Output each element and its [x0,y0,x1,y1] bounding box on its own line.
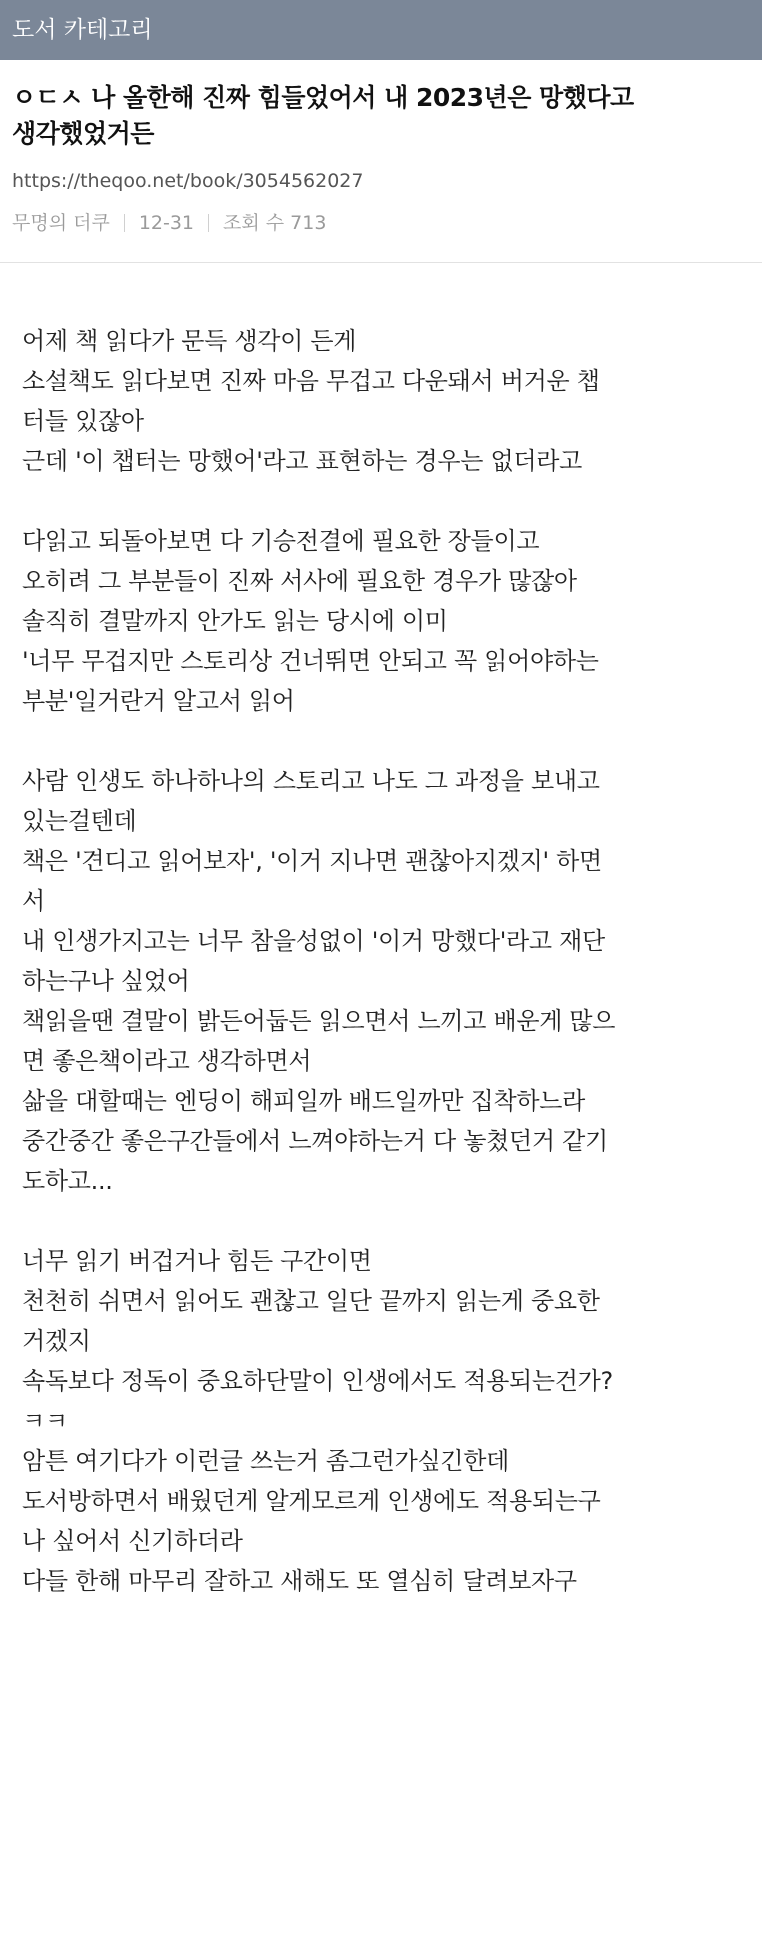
body-line: 나 싶어서 신기하더라 [22,1527,243,1555]
paragraph-1 [22,321,740,481]
body-line: 서 [22,887,45,915]
body-line: 있는걸텐데 [22,807,137,835]
post-body [22,321,740,1601]
body-line: 암튼 여기다가 이런글 쓰는거 좀그런가싶긴한데 [22,1447,509,1475]
body-line: 오히려 그 부분들이 진짜 서사에 필요한 경우가 많잖아 [22,567,577,595]
paragraph-gap [22,721,740,761]
body-line: 소설책도 읽다보면 진짜 마음 무겁고 다운돼서 버거운 챕 [22,367,600,395]
body-line: 다읽고 되돌아보면 다 기승전결에 필요한 장들이고 [22,527,540,555]
body-line: 거겠지 [22,1327,91,1355]
paragraph-gap [22,1201,740,1241]
post-title: ㅇㄷㅅ 나 올한해 진짜 힘들었어서 내 2023년은 망했다고 생각했었거든 [12,83,634,148]
body-line: 삶을 대할때는 엔딩이 해피일까 배드일까만 집착하느라 [22,1087,585,1115]
body-line: 솔직히 결말까지 안가도 읽는 당시에 이미 [22,607,448,635]
paragraph-4 [22,1241,740,1601]
post-date: 12-31 [138,212,195,234]
body-line: 다들 한해 마무리 잘하고 새해도 또 열심히 달려보자구 [22,1567,577,1595]
post-meta [12,210,326,236]
body-line: 부분'일거란거 알고서 읽어 [22,687,295,715]
body-line: 도하고... [22,1167,113,1195]
body-line: ㅋㅋ [22,1407,68,1435]
paragraph-gap [22,481,740,521]
post-url[interactable]: https://theqoo.net/book/3054562027 [12,170,364,192]
body-line: 어제 책 읽다가 문득 생각이 든게 [22,327,357,355]
paragraph-2 [22,521,740,721]
meta-separator [124,214,125,232]
body-line: 속독보다 정독이 중요하단말이 인생에서도 적용되는건가? [22,1367,613,1395]
body-line: 너무 읽기 버겁거나 힘든 구간이면 [22,1247,372,1275]
category-label[interactable]: 도서 카테고리 [12,17,153,43]
view-count: 조회 수 713 [223,212,327,234]
body-line: 내 인생가지고는 너무 참을성없이 '이거 망했다'라고 재단 [22,927,605,955]
body-line: 사람 인생도 하나하나의 스토리고 나도 그 과정을 보내고 [22,767,600,795]
body-line: 천천히 쉬면서 읽어도 괜찮고 일단 끝까지 읽는게 중요한 [22,1287,600,1315]
paragraph-3 [22,761,740,1201]
meta-separator [208,214,209,232]
body-line: 하는구나 싶었어 [22,967,190,995]
body-line: 책읽을땐 결말이 밝든어둡든 읽으면서 느끼고 배운게 많으 [22,1007,616,1035]
body-line: 면 좋은책이라고 생각하면서 [22,1047,312,1075]
body-line: 책은 '견디고 읽어보자', '이거 지나면 괜찮아지겠지' 하면 [22,847,602,875]
body-line: '너무 무겁지만 스토리상 건너뛰면 안되고 꼭 읽어야하는 [22,647,599,675]
body-line: 터들 있잖아 [22,407,144,435]
author-name: 무명의 더쿠 [12,212,110,234]
body-line: 근데 '이 챕터는 망했어'라고 표현하는 경우는 없더라고 [22,447,583,475]
body-line: 중간중간 좋은구간들에서 느껴야하는거 다 놓쳤던거 같기 [22,1127,608,1155]
body-line: 도서방하면서 배웠던게 알게모르게 인생에도 적용되는구 [22,1487,601,1515]
header-divider [0,262,762,263]
category-bar[interactable] [0,0,762,60]
